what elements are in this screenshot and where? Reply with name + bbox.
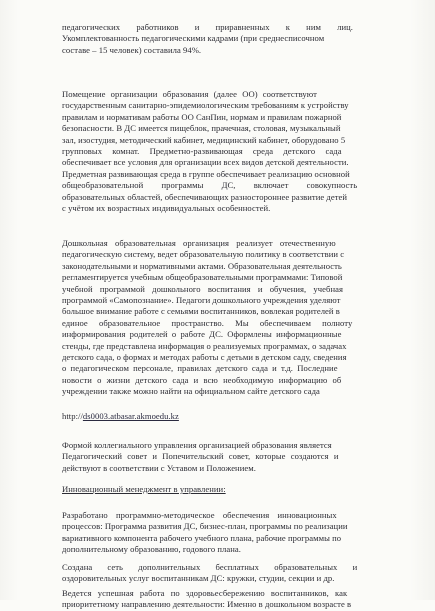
section-heading <box>62 484 402 495</box>
text-line: действуют в соответствии с Уставом и Положением. <box>62 462 256 473</box>
text-line: Педагогический совет и Попечительский совет, которые создаются и <box>62 451 339 462</box>
paragraph-staffing <box>62 22 402 56</box>
text-line: образовательных областей, обеспечивающих разностороннее развитие детей <box>62 191 348 202</box>
text-line: о педагогическом персонале, правилах детского сада и т.д. Последние <box>62 363 338 374</box>
text-line: Предметная развивающая среда в группе обеспечивает реализацию основной <box>62 168 350 179</box>
website-line <box>62 411 402 422</box>
text-line: Создана сеть дополнительных бесплатных образовательных и <box>62 562 358 572</box>
text-line: зал, изостудия, методический кабинет, медицинский кабинет, оборудовано 5 <box>62 134 346 145</box>
website-link[interactable]: ds0003.atbasar.akmoedu.kz <box>82 411 179 421</box>
text-line: новости о жизни детского сада и всю необходимую информацию об <box>62 374 342 385</box>
text-line: вариативного компонента рабочего учебного плана, рабочие программы по <box>62 532 342 543</box>
text-line: учреждении также можно найти на официальном сайте детского сада <box>62 386 320 397</box>
text-line: составе – 15 человек) составила 94%. <box>62 44 202 55</box>
text-line: учебной программой дошкольного воспитания и обучения, учебная <box>62 283 343 294</box>
paragraph-premises <box>62 89 402 214</box>
text-line: приоритетному направлению деятельности: Именно в дошкольном возрасте в <box>62 599 352 610</box>
text-line: безопасности. В ДС имеется пищеблок, прачечная, столовая, музыкальный <box>62 123 341 134</box>
text-line: государственным санитарно-эпидемиологическим требованиям к устройству <box>62 100 349 111</box>
text-line: правилам и нормативам работы ОО СанПин, нормам и правилам пожарной <box>62 111 342 122</box>
text-line: общеобразовательной программы ДС, включает совокупность <box>62 180 358 191</box>
text-line: стенды, где представлена информация о реализуемых программах, о задачах <box>62 340 347 351</box>
heading-innovation: Инновационный менеджмент в управлении: <box>62 484 226 494</box>
text-line: процессов: Программа развития ДС, бизнес-план, программы по реализации <box>62 521 348 532</box>
text-line: Формой коллегиального управления организацией образования является <box>62 440 332 450</box>
text-line: групповых комнат. Предметно-развивающая среда детского сада <box>62 146 342 157</box>
paragraph-health <box>62 588 402 611</box>
text-line: детского сада, о формах и методах работы с детьми в детском саду, сведения <box>62 352 347 363</box>
text-line: дополнительному образованию, годового плана. <box>62 544 241 555</box>
text-line: обеспечивает все условия для организации всех видов детской деятельности. <box>62 157 349 168</box>
text-line: педагогическую систему, ведет образовательную политику в соответствии с <box>62 249 345 260</box>
text-line: Дошкольная образовательная организация реализует отечественную <box>62 238 336 248</box>
text-line: с учётом их возрастных индивидуальных особенностей. <box>62 203 271 214</box>
text-line: оздоровительных услуг воспитанникам ДС: кружки, студии, секции и др. <box>62 573 335 584</box>
text-line: Разработано программно-методическое обеспечения инновационных <box>62 510 337 520</box>
text-line: программой «Самопознание». Педагоги дошкольного учреждения уделяют <box>62 295 341 306</box>
paragraph-methodology <box>62 510 402 556</box>
text-line: информирования родителей о работе ДС. Оформлены информационные <box>62 329 342 340</box>
text-line: единое образовательное пространство. Мы обеспечиваем полноту <box>62 317 353 328</box>
link-prefix: http:// <box>62 411 83 421</box>
text-line: Помещение организации образования (далее ОО) соответствуют <box>62 89 317 99</box>
text-line: Ведется успешная работа по здоровьесбережению воспитанников, как <box>62 588 348 598</box>
paragraph-programs <box>62 238 402 398</box>
text-line: регламентируется учебным общеобразовательными программами: Типовой <box>62 272 343 283</box>
text-line: педагогических работников и приравненных к ним лиц. <box>62 22 353 32</box>
text-line: большое внимание работе с семьями воспитанников, вовлекая родителей в <box>62 306 340 317</box>
paragraph-governance <box>62 440 402 474</box>
paragraph-services <box>62 562 402 585</box>
text-line: законодательными и нормативными актами. Образовательная деятельность <box>62 260 342 271</box>
text-line: Укомплектованность педагогическими кадрами (при среднесписочном <box>62 33 325 44</box>
